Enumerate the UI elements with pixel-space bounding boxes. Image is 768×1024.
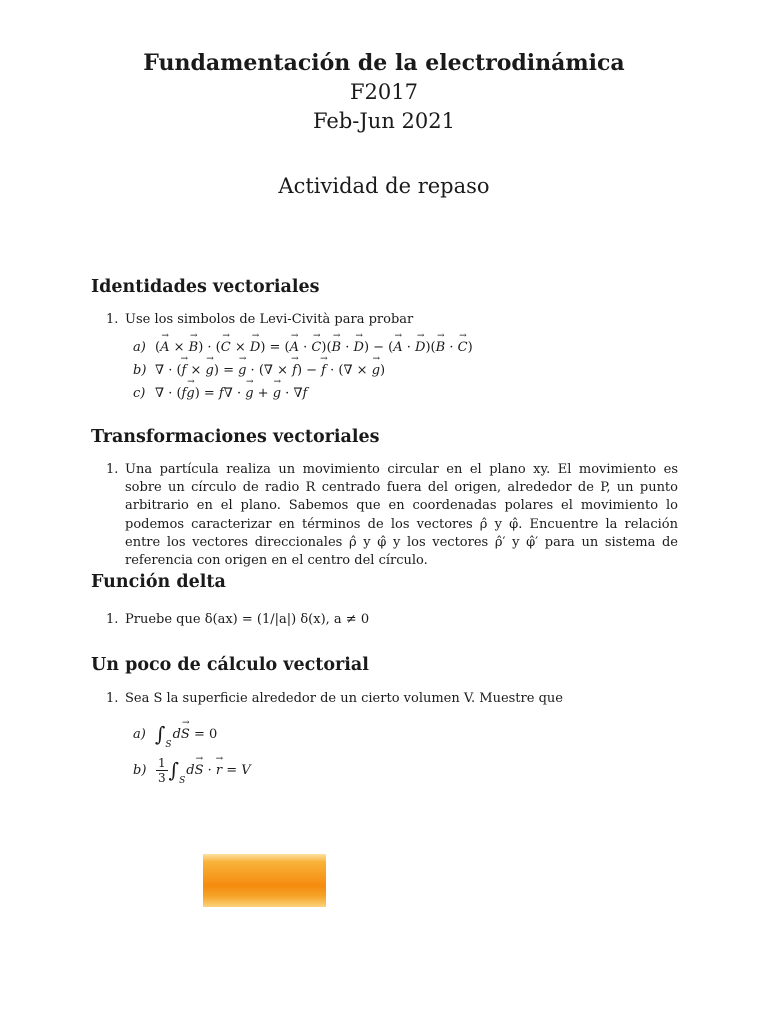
list-item	[106, 690, 678, 708]
subitem-a-integral: a) $\int_Sd\to S = 0$	[133, 722, 217, 750]
list-item	[106, 311, 678, 329]
item-text: Una partícula realiza un movimiento circular en el plano xy. El movimiento es sobre un círculo de radio R centrado fuera del origen, alrededor de P, un punto arbitrario en el plano. Sabemos que en coordenadas polares el movimiento lo podemos caracterizar en términos de los vectores ρ̂ y φ̂. Encuentre la relación entre los vectores direccionales ρ̂ y φ̂ y los vectores ρ̂′ y φ̂′ para un sistema de referencia con origen en el centro del círculo.	[125, 462, 678, 569]
subitem-label: a)	[133, 727, 146, 742]
subitem-c-formula: c) ∇ · (f→ g) = f∇ · → g + → g · ∇f	[133, 386, 307, 401]
subitem-label: a)	[133, 340, 146, 355]
list-item	[106, 461, 678, 570]
item-text: Sea S la superficie alrededor de un cierto volumen V. Muestre que	[125, 691, 563, 706]
item-number: 1.	[106, 691, 119, 706]
section-heading-funcion-delta: Función delta	[91, 572, 226, 592]
subitem-a-formula: a) (→ A × → B) · (→ C × → D) = (→ A · → C)(→ B · → D) − (→ A · → D)(→ B · → C)	[133, 340, 473, 355]
subitem-label: b)	[133, 763, 147, 778]
subitem-b-formula: b) ∇ · (→ f × → g) = → g · (∇ × → f) − → f · (∇ × → g)	[133, 363, 385, 378]
item-text: Pruebe que δ(ax) = (1/|a|) δ(x), a ≠ 0	[125, 612, 370, 627]
activity-subtitle: Actividad de repaso	[278, 174, 490, 198]
document-title: Fundamentación de la electrodinámica	[143, 50, 625, 76]
orange-highlight-block	[203, 854, 326, 907]
term: Feb-Jun 2021	[313, 109, 455, 133]
item-number: 1.	[106, 312, 119, 327]
section-heading-calculo-vectorial: Un poco de cálculo vectorial	[91, 655, 369, 675]
subitem-b-integral: b) $\frac{1}{3}$ $\int_Sd\to S$ · → r = V	[133, 756, 251, 786]
section-heading-transformaciones: Transformaciones vectoriales	[91, 427, 380, 447]
subitem-label: c)	[133, 386, 146, 401]
subitem-label: b)	[133, 363, 147, 378]
item-text: Use los simbolos de Levi-Cività para probar	[125, 312, 414, 327]
course-code: F2017	[349, 80, 418, 104]
section-heading-identidades: Identidades vectoriales	[91, 277, 320, 297]
list-item	[106, 611, 678, 629]
item-number: 1.	[106, 612, 119, 627]
item-number: 1.	[106, 462, 119, 477]
